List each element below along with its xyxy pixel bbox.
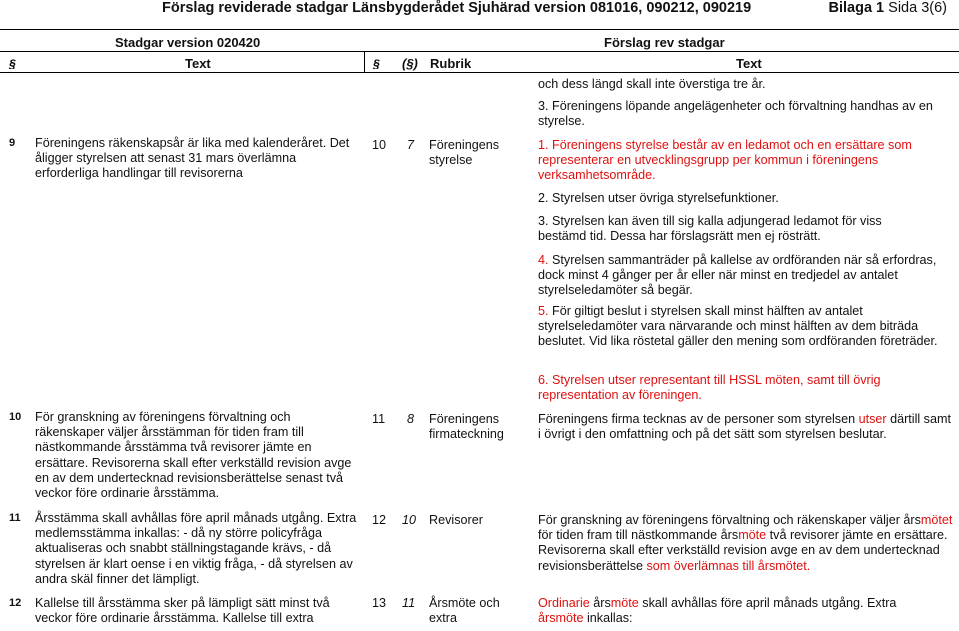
rubric: Föreningens firmateckning (429, 412, 504, 442)
left-row-number: 9 (9, 137, 16, 149)
text-run-red: som överlämnas till årsmötet. (646, 558, 811, 573)
rubric: Föreningens styrelse (429, 138, 500, 168)
text-run: skall avhållas före april månads utgång. Extra (638, 596, 897, 610)
paragraph-sign-icon-2 (372, 58, 383, 69)
text-run: För granskning av föreningens förvaltning och räkenskaper väljer års (538, 513, 921, 527)
header-divider-2 (0, 72, 959, 73)
bilaga-bold: Bilaga 1 (828, 0, 885, 16)
new-paragraph-number: 12 (372, 513, 387, 527)
svg-text:§: § (9, 58, 16, 69)
item-number: 5. (538, 304, 549, 318)
old-paragraph-number: 8 (407, 412, 415, 426)
right-paragraph: 1. Föreningens styrelse består av en ledamot och en ersättare som representerar en utvecklingsgrupp per kommun i föreningens verksamhetsområde. (538, 138, 912, 183)
left-row-text: Föreningens räkenskapsår är lika med kalenderåret. Det åligger styrelsen att senast 31 mars överlämna erforderliga handlingar till revisorerna (35, 136, 350, 181)
text-run: därtill samt i övrigt i den omfattning och på det sätt som styrelsen beslutar. (538, 412, 951, 442)
text-run-red: mötet (920, 513, 953, 527)
text-run: års (589, 596, 611, 610)
right-paragraph: 3. Föreningens löpande angelägenheter och förvaltning handhas av en styrelse. (538, 99, 933, 129)
text-run-red: Ordinarie (538, 596, 590, 610)
text-run-red: utser (858, 412, 887, 426)
rubric-column-heading: Rubrik (430, 56, 472, 71)
right-paragraph (538, 304, 953, 350)
right-paragraph (538, 412, 953, 442)
new-statutes-heading: Förslag rev stadgar (604, 35, 725, 50)
right-paragraph: 3. Styrelsen kan även till sig kalla adjungerad ledamot för viss bestämd tid. Dessa har förslagsrätt men ej rösträtt. (538, 214, 882, 244)
page-number: Sida 3(6) (884, 0, 947, 16)
paragraph-column-heading: (§) (402, 56, 418, 71)
svg-text:§: § (373, 58, 380, 69)
right-paragraph (538, 596, 953, 626)
attachment-label (829, 0, 947, 16)
text-run: Föreningens firma tecknas av de personer som styrelsen (538, 412, 859, 426)
right-paragraph (538, 513, 956, 574)
left-row-number: 10 (9, 411, 22, 423)
page-title: Förslag reviderade stadgar Länsbygderådet Sjuhärad version 081016, 090212, 090219 (162, 0, 752, 16)
left-row-number: 12 (9, 597, 22, 609)
right-text-column-heading: Text (736, 56, 762, 71)
item-text: För giltigt beslut i styrelsen skall minst hälften av antalet styrelseledamöter vara närvarande och minst hälften av dem biträda beslutet. Vid lika röstetal gäller den mening som ordföranden företräder. (538, 304, 938, 349)
left-row-text: Årsstämma skall avhållas före april månads utgång. Extra medlemsstämma inkallas: - då ny större policyfråga aktualiseras och snabbt ställningstagande krävs, - då styrelsen är klart oense i en viktig fråga, - då styrelsen av andra skäl finner det lämpligt. (35, 511, 357, 586)
text-run: för tiden fram till nästkommande års (538, 528, 739, 543)
column-divider (364, 51, 365, 72)
text-run: inkallas: (583, 611, 633, 626)
old-paragraph-number: 10 (402, 513, 417, 527)
text-run-red: möte (610, 596, 639, 610)
left-text-column-heading: Text (185, 56, 211, 71)
right-paragraph (538, 253, 953, 299)
text-run-red: möte (738, 528, 767, 543)
item-number: 4. (538, 253, 549, 267)
left-row-text: För granskning av föreningens förvaltning och räkenskaper väljer årsstämman för tiden fram till nästkommande årsstämma två revisorer jämte en ersättare. Revisorerna skall efter verkställd revision avge en av dem undertecknad revisionsberättelse senast två veckor före ordinarie årsstämma. (35, 410, 352, 501)
old-paragraph-number: 11 (402, 596, 416, 610)
rubric: Årsmöte och extra (429, 596, 500, 626)
left-row-number: 11 (9, 512, 21, 524)
header-divider-1 (0, 51, 959, 52)
text-run: två revisorer jämte en ersättare. Revisorerna skall efter verkställd revision avge en av dem undertecknad revisionsberättelse (538, 528, 948, 573)
item-text: Styrelsen sammanträder på kallelse av ordföranden när så erfordras, dock minst 4 gånger per år eller när minst en tredjedel av antalet styrelseledamöter så begär. (538, 253, 937, 298)
right-paragraph: 6. Styrelsen utser representant till HSSL möten, samt till övrig representation av föreningen. (538, 373, 881, 403)
rubric: Revisorer (429, 513, 483, 527)
new-paragraph-number: 11 (372, 412, 386, 426)
right-paragraph: och dess längd skall inte överstiga tre år. (538, 77, 766, 91)
left-row-text: Kallelse till årsstämma sker på lämpligt sätt minst två veckor före ordinarie årsstämma. Kallelse till extra (35, 596, 330, 626)
right-paragraph: 2. Styrelsen utser övriga styrelsefunktioner. (538, 191, 779, 205)
old-paragraph-number: 7 (407, 138, 415, 152)
text-run-red: årsmöte (538, 611, 584, 626)
paragraph-sign-icon (8, 58, 19, 69)
new-paragraph-number: 10 (372, 138, 387, 152)
table-top-border (0, 29, 959, 30)
new-paragraph-number: 13 (372, 596, 387, 610)
old-statutes-heading: Stadgar version 020420 (115, 35, 261, 50)
